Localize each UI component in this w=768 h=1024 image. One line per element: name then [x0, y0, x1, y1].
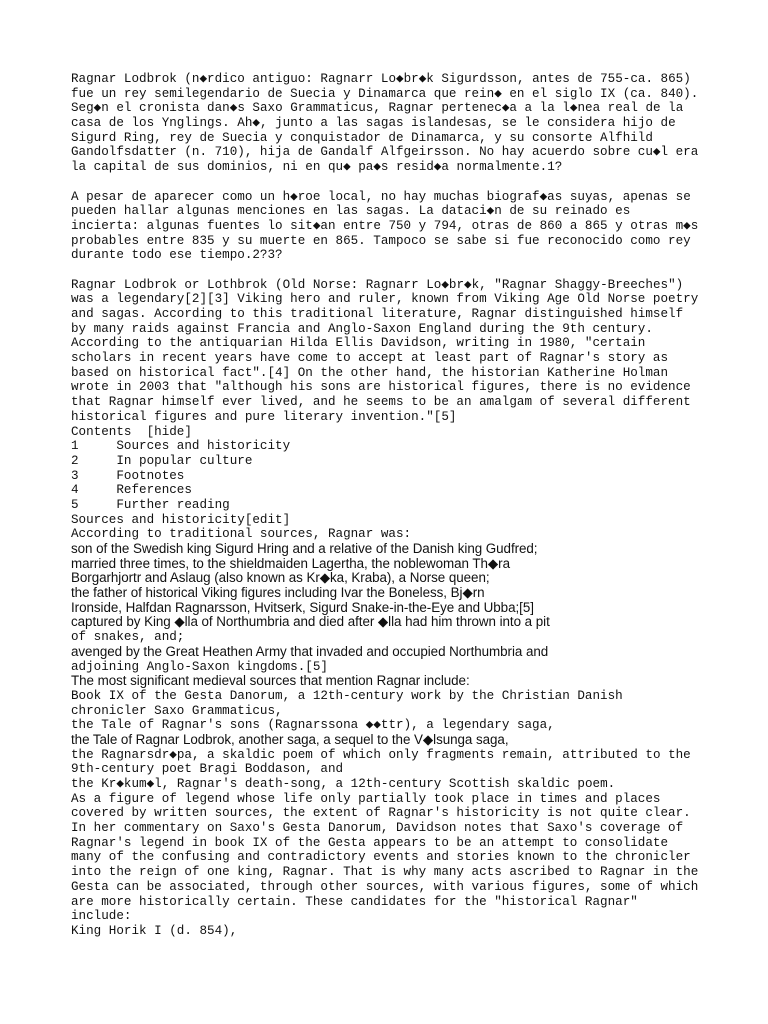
- text-line: wrote in 2003 that "although his sons are historical figures, there is no evidence: [71, 380, 691, 395]
- text-line: durante todo ese tiempo.2?3?: [71, 248, 283, 263]
- text-line: include:: [71, 909, 132, 924]
- text-line: pueden hallar algunas menciones en las sagas. La dataci◆n de su reinado es: [71, 204, 631, 219]
- paragraph-gap: [71, 175, 751, 190]
- text-line: by many raids against Francia and Anglo-Saxon England during the 9th century.: [71, 321, 653, 336]
- text-line: Ironside, Halfdan Ragnarsson, Hvitserk, Sigurd Snake-in-the-Eye and Ubba;[5]: [71, 599, 534, 615]
- text-line: the Tale of Ragnar's sons (Ragnarssona ◆◆ttr), a legendary saga,: [71, 718, 555, 733]
- text-line: the Ragnarsdr◆pa, a skaldic poem of which only fragments remain, attributed to the: [71, 747, 691, 762]
- text-line: la capital de sus dominios, ni en qu◆ pa◆s resid◆a normalmente.1?: [71, 160, 563, 175]
- paragraph: [71, 278, 751, 939]
- text-line: The most significant medieval sources that mention Ragnar include:: [71, 673, 470, 689]
- text-line: the father of historical Viking figures including Ivar the Boneless, Bj◆rn: [71, 585, 485, 601]
- paragraph: [71, 190, 751, 263]
- text-line: chronicler Saxo Grammaticus,: [71, 703, 283, 718]
- text-line: Borgarhjortr and Aslaug (also known as Kr◆ka, Kraba), a Norse queen;: [71, 570, 490, 586]
- text-line: based on historical fact".[4] On the other hand, the historian Katherine Holman: [71, 365, 669, 380]
- text-line: captured by King ◆lla of Northumbria and died after ◆lla had him thrown into a pit: [71, 614, 550, 630]
- text-line: incierta: algunas fuentes lo sit◆an entre 750 y 794, otras de 860 a 865 y otras m◆s: [71, 218, 699, 233]
- text-line: King Horik I (d. 854),: [71, 923, 238, 938]
- text-line: Book IX of the Gesta Danorum, a 12th-century work by the Christian Danish: [71, 688, 623, 703]
- text-line: 2 In popular culture: [71, 453, 253, 468]
- text-line: Ragnar's legend in book IX of the Gesta appears to be an attempt to consolidate: [71, 835, 669, 850]
- text-line: 5 Further reading: [71, 497, 230, 512]
- text-line: A pesar de aparecer como un h◆roe local, no hay muchas biograf◆as suyas, apenas se: [71, 189, 691, 204]
- text-line: the Kr◆kum◆l, Ragnar's death-song, a 12th-century Scottish skaldic poem.: [71, 777, 616, 791]
- text-line: the Tale of Ragnar Lodbrok, another saga, a sequel to the V◆lsunga saga,: [71, 731, 509, 747]
- text-line: adjoining Anglo-Saxon kingdoms.[5]: [71, 659, 328, 674]
- text-line: avenged by the Great Heathen Army that invaded and occupied Northumbria and: [71, 643, 549, 659]
- text-line: many of the confusing and contradictory events and stories known to the chronicler: [71, 850, 691, 865]
- text-line: In her commentary on Saxo's Gesta Danorum, Davidson notes that Saxo's coverage of: [71, 821, 684, 836]
- text-line: According to the antiquarian Hilda Ellis Davidson, writing in 1980, "certain: [71, 336, 646, 351]
- text-line: Ragnar Lodbrok or Lothbrok (Old Norse: Ragnarr Lo◆br◆k, "Ragnar Shaggy-Breeches"): [71, 277, 684, 292]
- text-line: that Ragnar himself ever lived, and he seems to be an amalgam of several different: [71, 395, 691, 410]
- text-line: Ragnar Lodbrok (n◆rdico antiguo: Ragnarr Lo◆br◆k Sigurdsson, antes de 755-ca. 865): [71, 72, 691, 86]
- text-line: and sagas. According to this traditional literature, Ragnar distinguished himself: [71, 307, 684, 321]
- text-line: Contents [hide]: [71, 424, 192, 439]
- text-line: 3 Footnotes: [71, 468, 185, 483]
- paragraph-gap: [71, 263, 751, 278]
- text-line: are more historically certain. These candidates for the "historical Ragnar": [71, 894, 638, 909]
- text-line: probables entre 835 y su muerte en 865. Tampoco se sabe si fue reconocido como rey: [71, 233, 691, 248]
- text-line: scholars in recent years have come to accept at least part of Ragnar's story as: [71, 351, 669, 366]
- text-line: covered by written sources, the extent of Ragnar's historicity is not quite clear.: [71, 806, 691, 821]
- text-line: 4 References: [71, 483, 192, 498]
- text-line: 1 Sources and historicity: [71, 439, 291, 454]
- text-line: Gesta can be associated, through other sources, with various figures, some of which: [71, 879, 699, 894]
- text-line: As a figure of legend whose life only partially took place in times and places: [71, 791, 661, 806]
- text-line: According to traditional sources, Ragnar was:: [71, 527, 412, 542]
- text-line: married three times, to the shieldmaiden Lagertha, the noblewoman Th◆ra: [71, 555, 510, 571]
- text-line: Seg◆n el cronista dan◆s Saxo Grammaticus, Ragnar pertenec◆a a la l◆nea real de la: [71, 101, 684, 116]
- text-line: 9th-century poet Bragi Boddason, and: [71, 762, 344, 777]
- text-line: historical figures and pure literary invention."[5]: [71, 409, 457, 424]
- paragraph: [71, 72, 751, 175]
- text-line: casa de los Ynglings. Ah◆, junto a las sagas islandesas, se le considera hijo de: [71, 116, 676, 131]
- text-line: son of the Swedish king Sigurd Hring and a relative of the Danish king Gudfred;: [71, 541, 538, 556]
- text-line: fue un rey semilegendario de Suecia y Dinamarca que rein◆ en el siglo IX (ca. 840).: [71, 86, 699, 101]
- text-line: Gandolfsdatter (n. 710), hija de Gandalf Alfgeirsson. No hay acuerdo sobre cu◆l era: [71, 145, 699, 160]
- text-line: of snakes, and;: [71, 630, 185, 645]
- document-body: [71, 72, 751, 939]
- text-line: into the reign of one king, Ragnar. That is why many acts ascribed to Ragnar in the: [71, 865, 699, 880]
- text-line: Sigurd Ring, rey de Suecia y conquistador de Dinamarca, y su consorte Alfhild: [71, 130, 653, 145]
- text-line: was a legendary[2][3] Viking hero and ruler, known from Viking Age Old Norse poetry: [71, 292, 699, 307]
- text-line: Sources and historicity[edit]: [71, 512, 291, 527]
